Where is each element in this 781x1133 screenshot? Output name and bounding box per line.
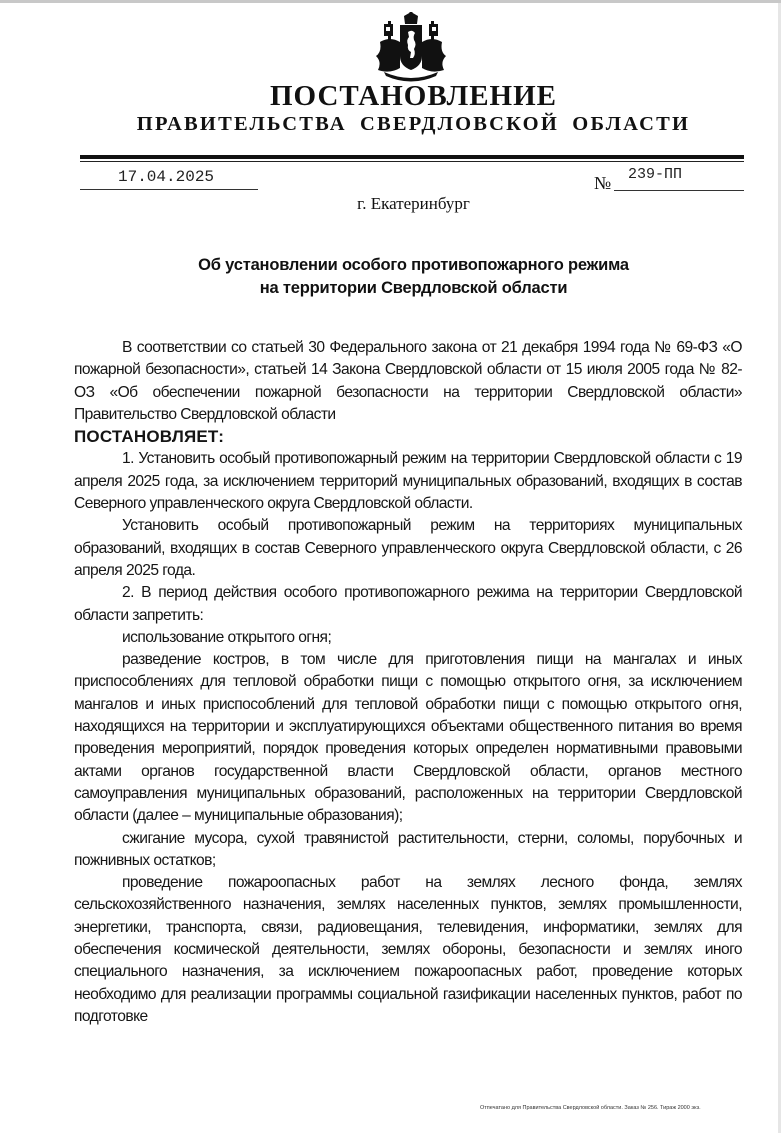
body-paragraph: использование открытого огня; xyxy=(122,628,332,646)
document-type-title: ПОСТАНОВЛЕНИЕ xyxy=(269,80,557,112)
document-heading xyxy=(0,254,781,300)
issuing-authority: ПРАВИТЕЛЬСТВА СВЕРДЛОВСКОЙ ОБЛАСТИ xyxy=(136,113,691,135)
heading-line-1: Об установлении особого противопожарного режима xyxy=(198,256,629,274)
number-underline xyxy=(614,190,744,191)
document-body xyxy=(74,337,742,1028)
header-rule-thin xyxy=(80,161,744,162)
issue-city: г. Екатеринбург xyxy=(357,194,470,213)
preamble-paragraph: В соответствии со статьей 30 Федерального закона от 21 декабря 1994 года № 69-ФЗ «О пожарной безопасности», статьей 14 Закона Свердловской области от 15 июля 2005 года № 82-ОЗ «Об обеспечении пожарной безопасности на территории Свердловской области» Правительство Свердловской области xyxy=(74,339,742,423)
body-paragraph: разведение костров, в том числе для приготовления пищи на мангалах и иных приспособлениях для тепловой обработки пищи с помощью открытого огня, за исключением мангалов и иных приспособлений для тепловой обработки пищи с помощью открытого огня, находящихся на территории и эксплуатирующихся объектами общественного питания во время проведения мероприятий, порядок проведения которых определен нормативными правовыми актами органов государственной власти Свердловской области, органов местного самоуправления муниципальных образований, расположенных на территории Свердловской области (далее – муниципальные образования); xyxy=(74,651,742,825)
body-paragraph: проведение пожароопасных работ на землях лесного фонда, землях сельскохозяйственного назначения, землях населенных пунктов, землях промышленности, энергетики, транспорта, связи, радиовещания, телевидения, информатики, землях для обеспечения космической деятельности, землях обороны, безопасности и землях иного специального назначения, за исключением пожароопасных работ, проведение которых необходимо для реализации программы социальной газификации населенных пунктов, работ по подготовке xyxy=(74,874,742,1025)
resolves-heading: ПОСТАНОВЛЯЕТ: xyxy=(74,427,225,447)
date-underline xyxy=(80,189,258,190)
body-paragraph: Установить особый противопожарный режим на территориях муниципальных образований, входящих в состав Северного управленческого округа Свердловской области, с 26 апреля 2025 года. xyxy=(74,517,742,579)
number-sign: № xyxy=(594,173,612,193)
body-paragraph: сжигание мусора, сухой травянистой растительности, стерни, соломы, порубочных и пожнивных остатков; xyxy=(74,829,742,869)
coat-of-arms-icon xyxy=(370,12,452,84)
print-note: Отпечатано для Правительства Свердловской области. Заказ № 256. Тираж 2000 экз. xyxy=(480,1105,701,1111)
document-number: 239-ПП xyxy=(628,166,683,183)
header-rule-thick xyxy=(80,155,744,159)
body-paragraph: 2. В период действия особого противопожарного режима на территории Свердловской области запретить: xyxy=(74,584,742,624)
document-date: 17.04.2025 xyxy=(118,168,215,186)
heading-line-2: на территории Свердловской области xyxy=(259,279,568,297)
body-paragraph: 1. Установить особый противопожарный режим на территории Свердловской области с 19 апреля 2025 года, за исключением территорий муниципальных образований, входящих в состав Северного управленческого округа Свердловской области. xyxy=(74,450,742,513)
